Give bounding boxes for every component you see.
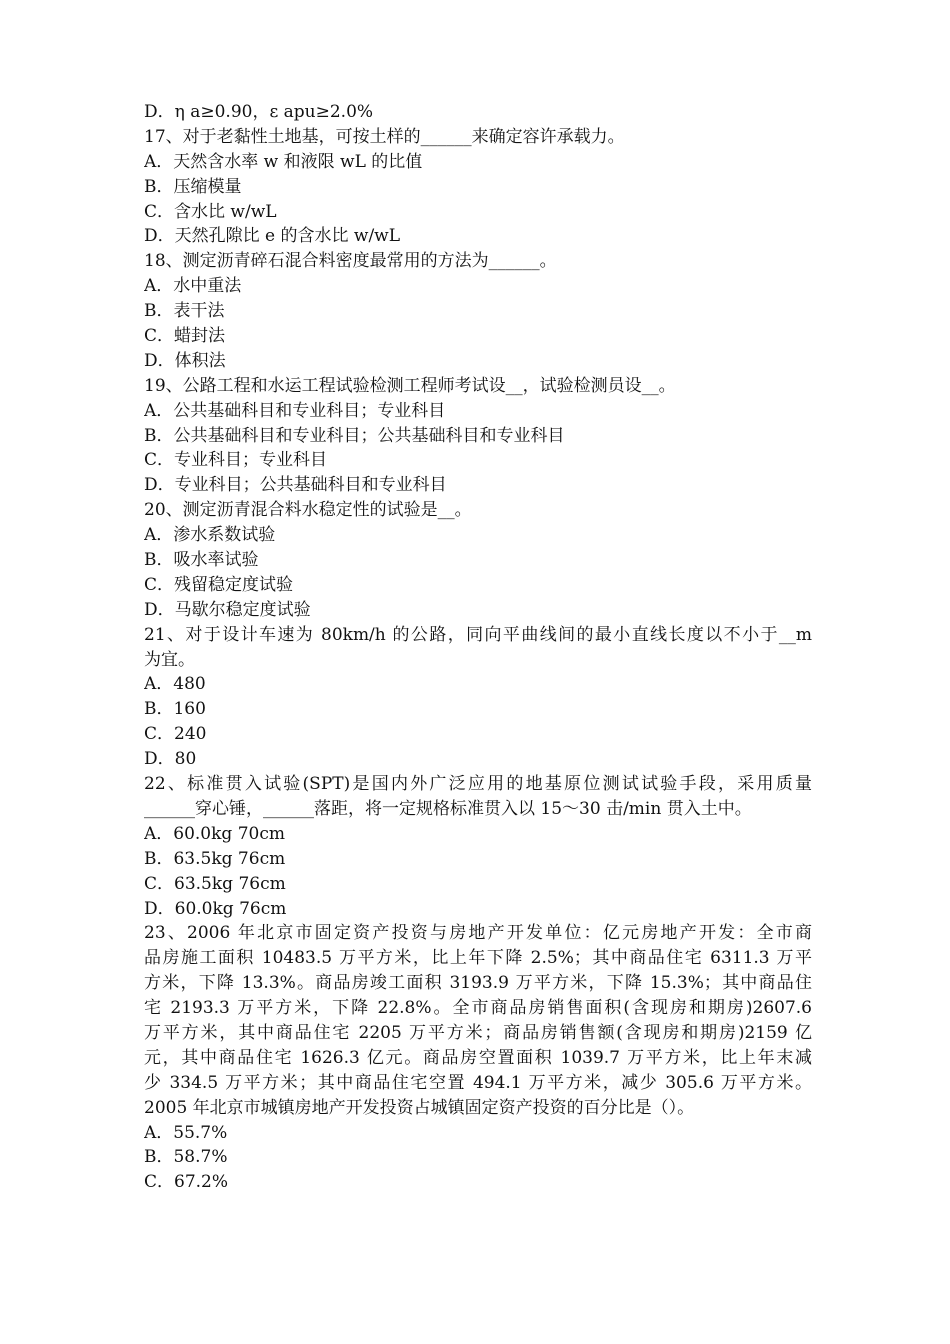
option-c-20: C．残留稳定度试验 — [144, 574, 294, 595]
option-c-21: C．240 — [144, 724, 207, 745]
option-b-20: B．吸水率试验 — [144, 550, 259, 571]
option-c-19: C．专业科目；专业科目 — [144, 450, 328, 471]
question-22-line-1: 22、标准贯入试验(SPT)是国内外广泛应用的地基原位测试试验手段，采用质量 — [144, 774, 812, 795]
option-b-17: B．压缩模量 — [144, 176, 242, 197]
option-a-18: A．水中重法 — [144, 276, 242, 297]
option-b-18: B．表干法 — [144, 301, 225, 322]
option-a-23: A．55.7% — [144, 1122, 228, 1143]
option-d-16: D．η a≥0.90，ε apu≥2.0% — [144, 102, 374, 122]
option-b-23: B．58.7% — [144, 1147, 228, 1168]
option-d-19: D．专业科目；公共基础科目和专业科目 — [144, 475, 447, 496]
option-c-18: C．蜡封法 — [144, 326, 226, 347]
option-b-21: B．160 — [144, 699, 206, 720]
option-a-20: A．渗水系数试验 — [144, 525, 276, 546]
option-c-17: C．含水比 w/wL — [144, 201, 277, 222]
question-21-line-2: 为宜。 — [144, 649, 195, 670]
question-22-line-2: ______穿心锤，______落距，将一定规格标准贯入以 15～30 击/min 贯入土中。 — [144, 798, 752, 819]
option-d-20: D．马歇尔稳定度试验 — [144, 599, 311, 620]
option-d-21: D．80 — [144, 749, 197, 770]
question-23-line-2: 品房施工面积 10483.5 万平方米，比上年下降 2.5%；其中商品住宅 6311.3 万平 — [144, 948, 812, 969]
option-b-19: B．公共基础科目和专业科目；公共基础科目和专业科目 — [144, 425, 565, 446]
question-23-line-5: 万平方米，其中商品住宅 2205 万平方米；商品房销售额(含现房和期房)2159 亿 — [144, 1022, 812, 1043]
question-23-line-8: 2005 年北京市城镇房地产开发投资占城镇固定资产投资的百分比是（）。 — [144, 1097, 695, 1118]
option-b-22: B．63.5kg 76cm — [144, 848, 286, 869]
question-20: 20、测定沥青混合料水稳定性的试验是__。 — [144, 500, 472, 521]
option-a-19: A．公共基础科目和专业科目；专业科目 — [144, 400, 446, 421]
question-23-line-6: 元，其中商品住宅 1626.3 亿元。商品房空置面积 1039.7 万平方米，比上年末减 — [144, 1047, 812, 1068]
option-d-18: D．体积法 — [144, 350, 226, 371]
question-18: 18、测定沥青碎石混合料密度最常用的方法为______。 — [144, 251, 557, 272]
question-17: 17、对于老黏性土地基，可按土样的______来确定容许承载力。 — [144, 126, 625, 147]
question-23-line-7: 少 334.5 万平方米；其中商品住宅空置 494.1 万平方米，减少 305.6 万平方米。 — [144, 1072, 812, 1093]
question-21-line-1: 21、对于设计车速为 80km/h 的公路，同向平曲线间的最小直线长度以不小于__m — [144, 624, 812, 645]
question-23-line-1: 23、2006 年北京市固定资产投资与房地产开发单位：亿元房地产开发：全市商 — [144, 923, 812, 944]
option-c-23: C．67.2% — [144, 1172, 229, 1193]
option-a-21: A．480 — [144, 674, 206, 695]
question-23-line-3: 方米，下降 13.3%。商品房竣工面积 3193.9 万平方米，下降 15.3%；其中商品住 — [144, 973, 812, 994]
question-19: 19、公路工程和水运工程试验检测工程师考试设__，试验检测员设__。 — [144, 375, 676, 396]
option-a-17: A．天然含水率 w 和液限 wL 的比值 — [144, 151, 423, 172]
document-page — [144, 100, 812, 1195]
option-d-22: D．60.0kg 76cm — [144, 898, 287, 919]
option-d-17: D．天然孔隙比 e 的含水比 w/wL — [144, 226, 401, 247]
question-23-line-4: 宅 2193.3 万平方米，下降 22.8%。全市商品房销售面积(含现房和期房)2607.6 — [144, 998, 812, 1019]
option-c-22: C．63.5kg 76cm — [144, 873, 286, 894]
option-a-22: A．60.0kg 70cm — [144, 823, 285, 844]
